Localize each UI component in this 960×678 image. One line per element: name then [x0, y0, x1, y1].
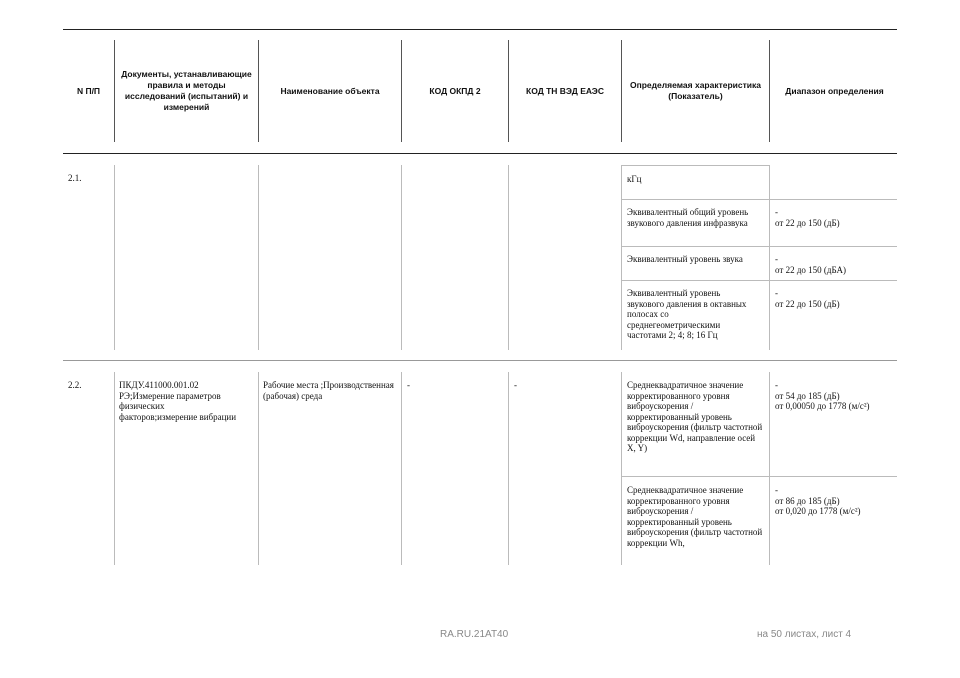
- range-cell: - от 54 до 185 (дБ) от 0,00050 до 1778 (м/с²): [775, 380, 870, 411]
- okpd-cell: -: [407, 380, 410, 390]
- header-divider: [621, 40, 622, 142]
- characteristic-cell: Эквивалентный уровень звукового давления в октавных полосах со среднегеометрическими частотами 2; 4; 8; 16 Гц: [627, 288, 747, 340]
- characteristic-cell: Среднеквадратичное значение корректированного уровня виброускорения / корректированный уровень виброускорения (фильтр частотной коррекции Wh,: [627, 485, 763, 548]
- row-number: 2.2.: [68, 380, 82, 390]
- cell-border: [621, 476, 897, 477]
- row-number: 2.1.: [68, 173, 82, 183]
- header-bottom-border: [63, 153, 897, 154]
- cell-border: [621, 372, 622, 565]
- header-num: N П/П: [76, 85, 101, 96]
- table-top-border: [63, 29, 897, 30]
- header-divider: [508, 40, 509, 142]
- cell-border: [258, 372, 259, 565]
- docs-cell: ПКДУ.411000.001.02 РЭ;Измерение параметров физических факторов;измерение вибрации: [119, 380, 237, 422]
- cell-border: [621, 199, 897, 200]
- header-okpd: КОД ОКПД 2: [429, 85, 481, 96]
- cell-border: [621, 165, 622, 350]
- cell-border: [114, 372, 115, 565]
- header-divider: [258, 40, 259, 142]
- range-cell: - от 86 до 185 (дБ) от 0,020 до 1778 (м/с²): [775, 485, 861, 516]
- footer-doc-id: RA.RU.21AT40: [440, 629, 509, 640]
- header-divider: [769, 40, 770, 142]
- characteristic-cell: кГц: [627, 174, 642, 184]
- cell-border: [621, 246, 897, 247]
- characteristic-cell: Эквивалентный уровень звука: [627, 254, 743, 264]
- cell-border: [508, 165, 509, 350]
- header-docs: Документы, устанавливающие правила и методы исследований (испытаний) и измерений: [121, 69, 252, 112]
- cell-border: [114, 165, 115, 350]
- characteristic-cell: Эквивалентный общий уровень звукового давления инфразвука: [627, 207, 749, 228]
- cell-border: [401, 372, 402, 565]
- header-tnved: КОД ТН ВЭД ЕАЭС: [526, 85, 604, 96]
- footer-page-info: на 50 листах, лист 4: [757, 629, 852, 640]
- object-cell: Рабочие места ;Производственная (рабочая) среда: [263, 380, 394, 401]
- characteristic-cell: Среднеквадратичное значение корректированного уровня виброускорения / корректированный уровень виброускорения (фильтр частотной коррекции Wd, направление осей X, Y): [627, 380, 763, 453]
- cell-border: [258, 165, 259, 350]
- range-cell: - от 22 до 150 (дБА): [775, 254, 847, 275]
- cell-border: [621, 280, 897, 281]
- cell-border: [769, 165, 770, 350]
- cell-border: [508, 372, 509, 565]
- range-cell: - от 22 до 150 (дБ): [775, 288, 840, 309]
- row-separator: [63, 360, 897, 361]
- cell-border: [621, 165, 769, 166]
- tnved-cell: -: [514, 380, 517, 390]
- header-object: Наименование объекта: [280, 85, 380, 96]
- header-divider: [114, 40, 115, 142]
- range-cell: - от 22 до 150 (дБ): [775, 207, 840, 228]
- cell-border: [769, 372, 770, 565]
- header-characteristic: Определяемая характеристика (Показатель): [629, 80, 762, 101]
- header-range: Диапазон определения: [785, 85, 884, 96]
- cell-border: [401, 165, 402, 350]
- header-divider: [401, 40, 402, 142]
